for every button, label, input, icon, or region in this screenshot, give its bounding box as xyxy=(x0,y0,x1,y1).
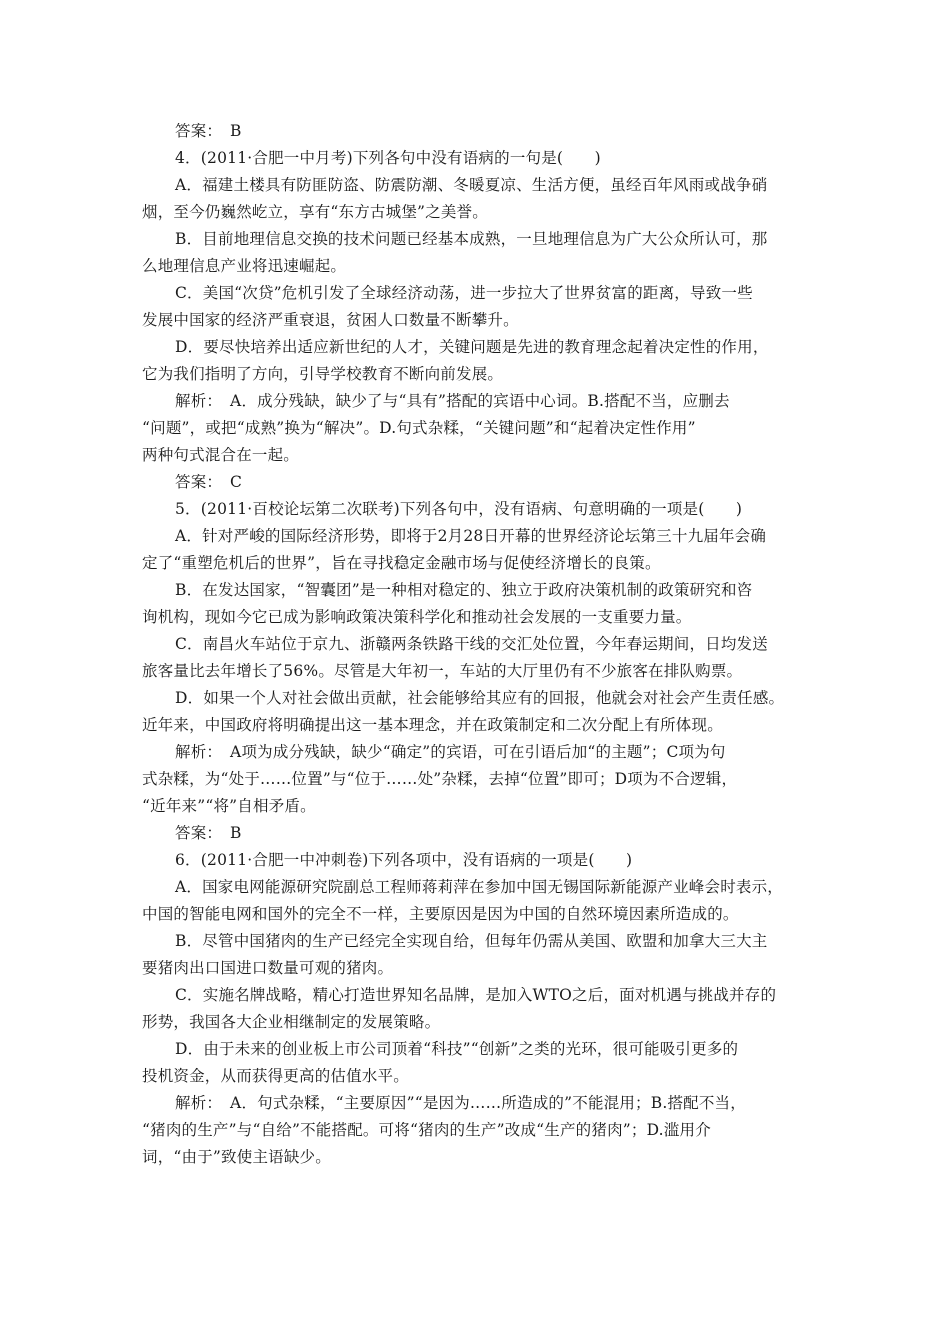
text-line: A．国家电网能源研究院副总工程师蒋莉萍在参加中国无锡国际新能源产业峰会时表示， xyxy=(175,878,783,896)
text-line: 形势，我国各大企业相继制定的发展策略。 xyxy=(142,1013,441,1031)
text-line: 解析： A．句式杂糅，“主要原因”“是因为……所造成的”不能混用；B.搭配不当， xyxy=(175,1094,746,1112)
text-line: D．如果一个人对社会做出贡献，社会能够给其应有的回报，他就会对社会产生责任感。 xyxy=(175,689,785,707)
text-line: B．尽管中国猪肉的生产已经完全实现自给，但每年仍需从美国、欧盟和加拿大三大主 xyxy=(175,932,768,950)
text-line: C．实施名牌战略，精心打造世界知名品牌，是加入WTO之后，面对机遇与挑战并存的 xyxy=(175,986,777,1004)
text-line: 两种句式混合在一起。 xyxy=(142,446,300,464)
document-body xyxy=(142,118,814,1171)
text-line: 发展中国家的经济严重衰退，贫困人口数量不断攀升。 xyxy=(142,311,519,329)
text-line: 么地理信息产业将迅速崛起。 xyxy=(142,257,347,275)
text-line: 词，“由于”致使主语缺少。 xyxy=(142,1148,331,1166)
text-line: 答案： C xyxy=(175,473,243,491)
text-line: 式杂糅，为“处于……位置”与“位于……处”杂糅，去掉“位置”即可；D项为不合逻辑， xyxy=(142,770,738,788)
text-line: 投机资金，从而获得更高的估值水平。 xyxy=(142,1067,409,1085)
text-line: 5．(2011·百校论坛第二次联考)下列各句中，没有语病、句意明确的一项是( ) xyxy=(175,500,743,518)
text-line: 定了“重塑危机后的世界”，旨在寻找稳定金融市场与促使经济增长的良策。 xyxy=(142,554,661,572)
text-line: A．针对严峻的国际经济形势，即将于2月28日开幕的世界经济论坛第三十九届年会确 xyxy=(175,527,767,545)
text-line: 6．(2011·合肥一中冲刺卷)下列各项中，没有语病的一项是( ) xyxy=(175,851,633,869)
text-line: D．要尽快培养出适应新世纪的人才，关键问题是先进的教育理念起着决定性的作用， xyxy=(175,338,769,356)
text-line: 中国的智能电网和国外的完全不一样，主要原因是因为中国的自然环境因素所造成的。 xyxy=(142,905,739,923)
text-line: 它为我们指明了方向，引导学校教育不断向前发展。 xyxy=(142,365,504,383)
text-line: 要猪肉出口国进口数量可观的猪肉。 xyxy=(142,959,394,977)
text-line: 旅客量比去年增长了56%。尽管是大年初一，车站的大厅里仍有不少旅客在排队购票。 xyxy=(142,662,743,680)
text-line: 近年来，中国政府将明确提出这一基本理念，并在政策制定和二次分配上有所体现。 xyxy=(142,716,723,734)
text-line: 答案： B xyxy=(175,824,242,842)
text-line: 4．(2011·合肥一中月考)下列各句中没有语病的一句是( ) xyxy=(175,149,601,167)
text-line: “猪肉的生产”与“自给”不能搭配。可将“猪肉的生产”改成“生产的猪肉”；D.滥用介 xyxy=(142,1121,711,1139)
text-line: B．目前地理信息交换的技术问题已经基本成熟，一旦地理信息为广大公众所认可，那 xyxy=(175,230,768,248)
text-line: 解析： A．成分残缺，缺少了与“具有”搭配的宾语中心词。B.搭配不当，应删去 xyxy=(175,392,730,410)
text-line: A．福建土楼具有防匪防盗、防震防潮、冬暖夏凉、生活方便，虽经百年风雨或战争硝 xyxy=(175,176,768,194)
text-line: B．在发达国家，“智囊团”是一种相对稳定的、独立于政府决策机制的政策研究和咨 xyxy=(175,581,753,599)
text-line: “问题”，或把“成熟”换为“解决”。D.句式杂糅，“关键问题”和“起着决定性作用” xyxy=(142,419,696,437)
text-line: 烟，至今仍巍然屹立，享有“东方古城堡”之美誉。 xyxy=(142,203,488,221)
text-line: 询机构，现如今它已成为影响政策决策科学化和推动社会发展的一支重要力量。 xyxy=(142,608,692,626)
text-line: 解析： A项为成分残缺，缺少“确定”的宾语，可在引语后加“的主题”；C项为句 xyxy=(175,743,726,761)
text-line: C．南昌火车站位于京九、浙赣两条铁路干线的交汇处位置，今年春运期间，日均发送 xyxy=(175,635,768,653)
text-line: C．美国“次贷”危机引发了全球经济动荡，进一步拉大了世界贫富的距离，导致一些 xyxy=(175,284,753,302)
text-line: D．由于未来的创业板上市公司顶着“科技”“创新”之类的光环，很可能吸引更多的 xyxy=(175,1040,739,1058)
text-line: “近年来”“将”自相矛盾。 xyxy=(142,797,316,815)
text-line: 答案： B xyxy=(175,122,242,140)
